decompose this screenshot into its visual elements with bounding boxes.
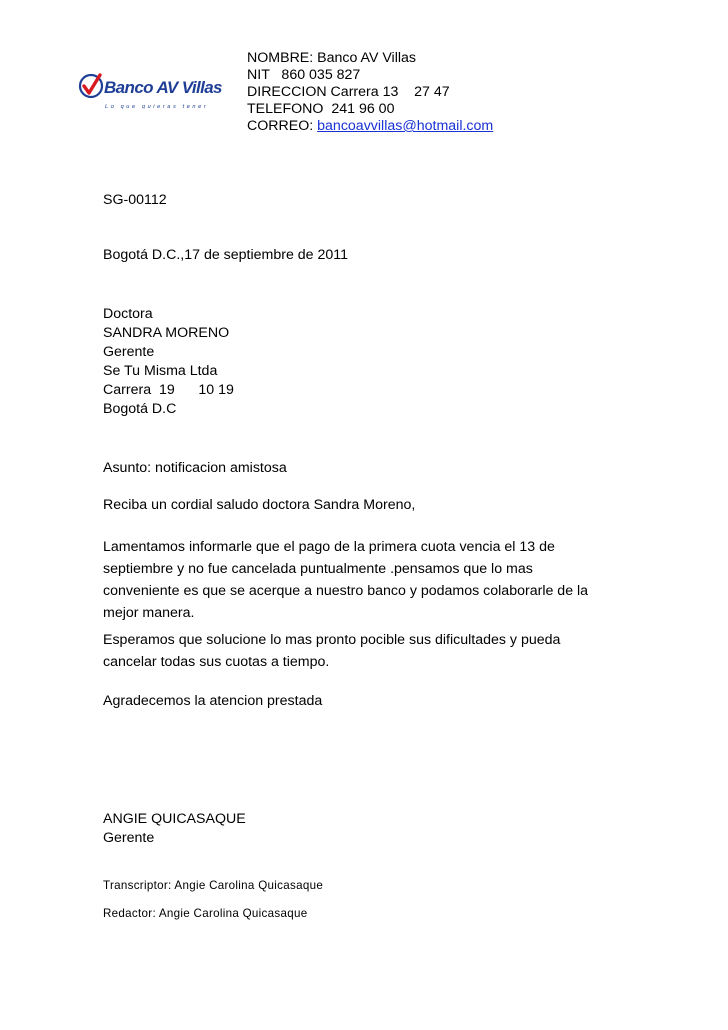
correo-label: CORREO: xyxy=(247,118,318,134)
email-link[interactable]: bancoavvillas@hotmail.com xyxy=(317,118,494,134)
letterhead-info xyxy=(247,50,493,135)
letter-greeting: Reciba un cordial saludo doctora Sandra Moreno, xyxy=(103,497,416,513)
recipient-city: Bogotá D.C xyxy=(103,401,177,417)
svg-text:Lo que quieras tener: Lo que quieras tener xyxy=(105,104,209,110)
letterhead-telefono: TELEFONO 241 96 00 xyxy=(247,101,395,117)
letter-paragraph-1 xyxy=(103,536,663,624)
letter-paragraph-2 xyxy=(103,629,663,673)
recipient-title: Doctora xyxy=(103,306,153,322)
recipient-position: Gerente xyxy=(103,344,155,360)
letter-date: Bogotá D.C.,17 de septiembre de 2011 xyxy=(103,247,349,263)
paragraph-line: Lamentamos informarle que el pago de la primera cuota vencia el 13 de xyxy=(103,539,555,555)
redactor-note: Redactor: Angie Carolina Quicasaque xyxy=(103,907,308,920)
paragraph-line: septiembre y no fue cancelada puntualmente .pensamos que lo mas xyxy=(103,561,533,577)
paragraph-line: Esperamos que solucione lo mas pronto pocible sus dificultades y pueda xyxy=(103,632,561,648)
letterhead-direccion: DIRECCION Carrera 13 27 47 xyxy=(247,84,450,100)
letterhead-nit: NIT 860 035 827 xyxy=(247,67,361,83)
signature-name: ANGIE QUICASAQUE xyxy=(103,811,246,827)
letter-subject: Asunto: notificacion amistosa xyxy=(103,460,287,476)
recipient-block xyxy=(103,305,663,419)
letter-closing: Agradecemos la atencion prestada xyxy=(103,693,323,709)
transcriptor-note: Transcriptor: Angie Carolina Quicasaque xyxy=(103,879,324,892)
letterhead-nombre: NOMBRE: Banco AV Villas xyxy=(247,50,417,66)
paragraph-line: mejor manera. xyxy=(103,605,195,621)
bank-logo xyxy=(78,66,228,118)
bank-logo-graphic xyxy=(78,66,228,118)
recipient-name: SANDRA MORENO xyxy=(103,325,230,341)
reference-number: SG-00112 xyxy=(103,192,167,208)
signature-block xyxy=(103,810,663,848)
letterhead-correo xyxy=(247,118,493,135)
signature-position: Gerente xyxy=(103,830,155,846)
paragraph-line: conveniente es que se acerque a nuestro banco y podamos colaborarle de la xyxy=(103,583,589,599)
svg-text:Banco AV Villas: Banco AV Villas xyxy=(104,78,222,97)
recipient-address: Carrera 19 10 19 xyxy=(103,382,234,398)
recipient-company: Se Tu Misma Ltda xyxy=(103,363,218,379)
paragraph-line: cancelar todas sus cuotas a tiempo. xyxy=(103,654,330,670)
